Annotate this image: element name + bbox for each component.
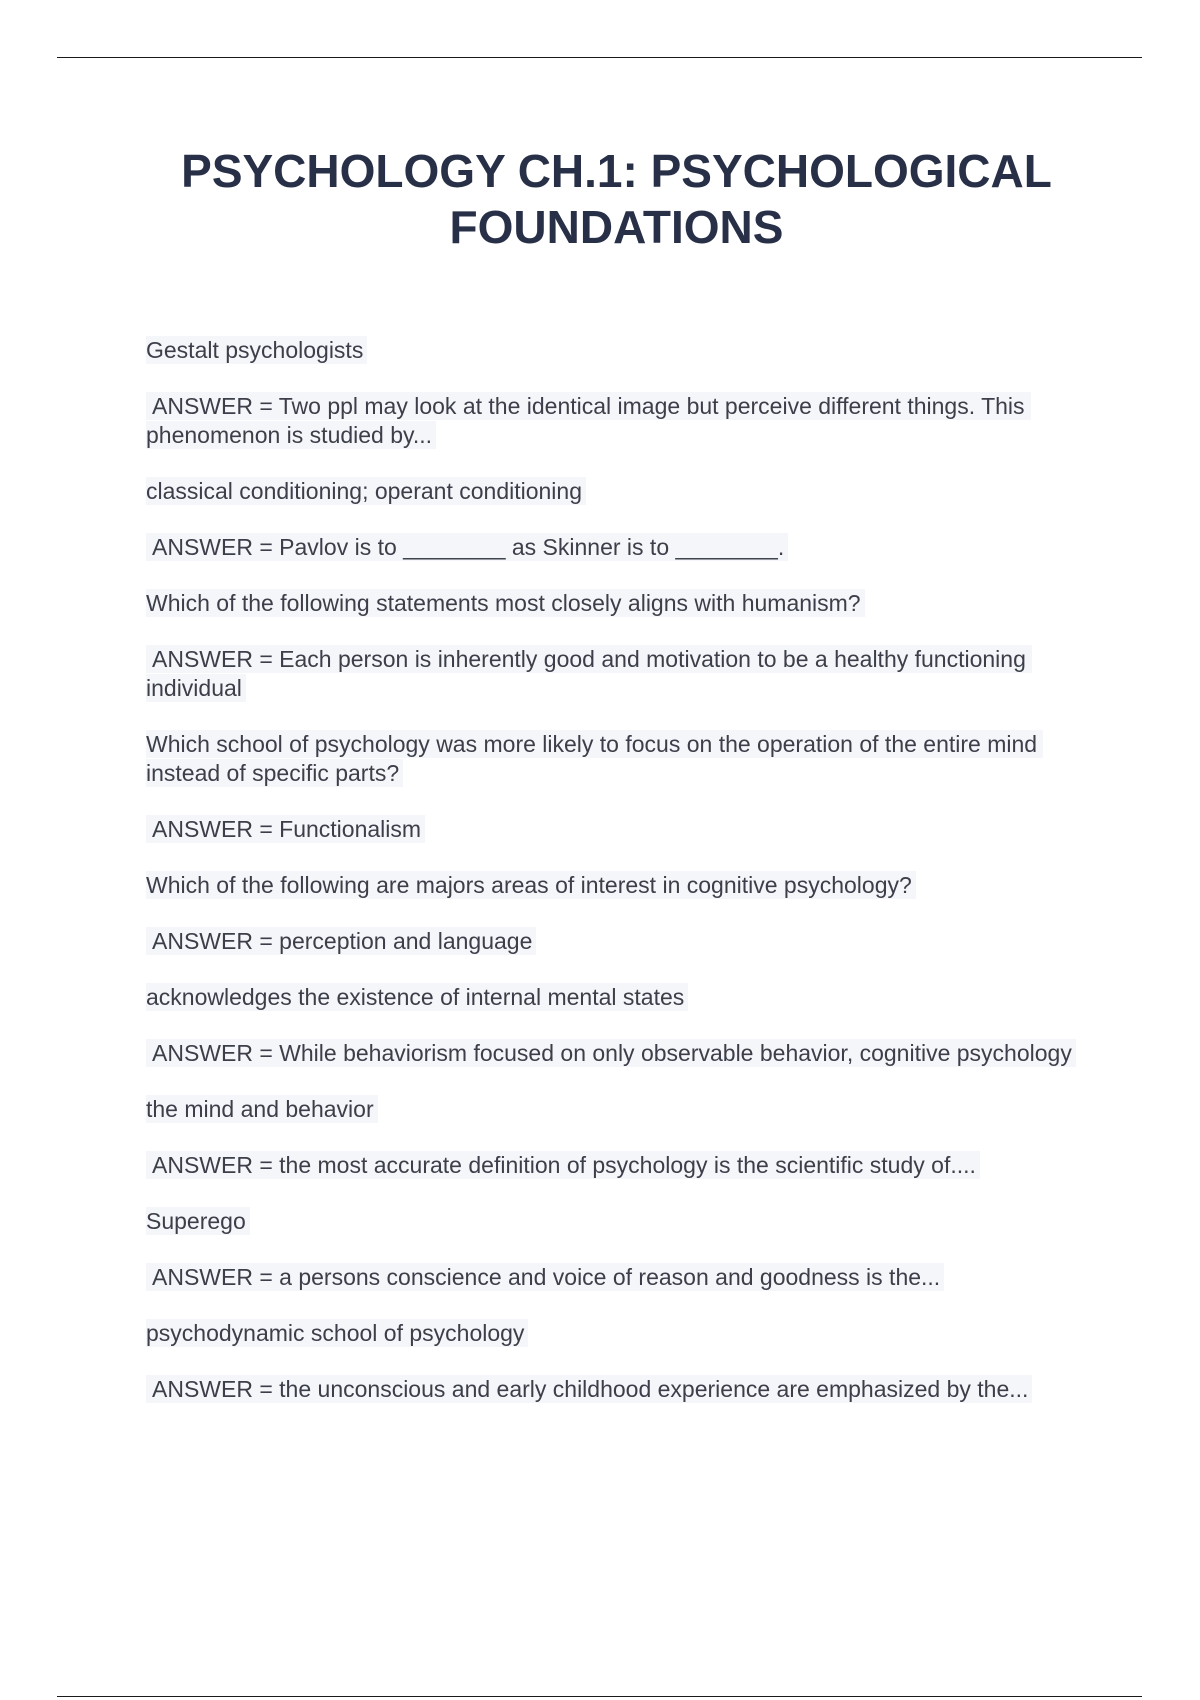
term-paragraph: [146, 477, 1086, 506]
answer-paragraph: [146, 1151, 1086, 1180]
top-rule: [57, 57, 1142, 58]
answer-text: ANSWER = the unconscious and early childhood experience are emphasized by the...: [146, 1375, 1032, 1403]
document-title: PSYCHOLOGY CH.1: PSYCHOLOGICAL FOUNDATIONS: [181, 145, 1052, 253]
term-text: Gestalt psychologists: [146, 336, 367, 364]
answer-paragraph: [146, 645, 1086, 703]
answer-text: ANSWER = Pavlov is to ________ as Skinner is to ________.: [146, 533, 788, 561]
answer-paragraph: [146, 1263, 1086, 1292]
term-text: Superego: [146, 1207, 250, 1235]
term-paragraph: [146, 983, 1086, 1012]
term-paragraph: [146, 336, 1086, 365]
term-text: the mind and behavior: [146, 1095, 378, 1123]
term-text: Which school of psychology was more likely to focus on the operation of the entire mind instead of specific parts?: [146, 731, 1044, 786]
term-text: Which of the following are majors areas of interest in cognitive psychology?: [146, 871, 916, 899]
term-paragraph: [146, 871, 1086, 900]
answer-text: ANSWER = perception and language: [146, 927, 536, 955]
bottom-rule: [57, 1696, 1142, 1697]
term-text: acknowledges the existence of internal mental states: [146, 983, 688, 1011]
answer-paragraph: [146, 1039, 1086, 1068]
term-text: Which of the following statements most closely aligns with humanism?: [146, 589, 865, 617]
term-paragraph: [146, 730, 1086, 788]
answer-text: ANSWER = the most accurate definition of psychology is the scientific study of....: [146, 1151, 980, 1179]
term-paragraph: [146, 1319, 1086, 1348]
answer-paragraph: [146, 927, 1086, 956]
answer-text: ANSWER = a persons conscience and voice of reason and goodness is the...: [146, 1263, 944, 1291]
answer-text: ANSWER = Functionalism: [146, 815, 425, 843]
term-paragraph: [146, 589, 1086, 618]
term-paragraph: [146, 1207, 1086, 1236]
answer-paragraph: [146, 815, 1086, 844]
answer-text: ANSWER = While behaviorism focused on only observable behavior, cognitive psychology: [146, 1039, 1076, 1067]
answer-text: ANSWER = Each person is inherently good and motivation to be a healthy functioning individual: [146, 646, 1033, 701]
term-text: classical conditioning; operant conditioning: [146, 477, 586, 505]
answer-paragraph: [146, 1375, 1086, 1404]
qa-list: [146, 336, 1086, 1431]
answer-paragraph: [146, 392, 1086, 450]
answer-text: ANSWER = Two ppl may look at the identical image but perceive different things. This phenomenon is studied by...: [146, 393, 1031, 448]
term-text: psychodynamic school of psychology: [146, 1319, 528, 1347]
term-paragraph: [146, 1095, 1086, 1124]
answer-paragraph: [146, 533, 1086, 562]
